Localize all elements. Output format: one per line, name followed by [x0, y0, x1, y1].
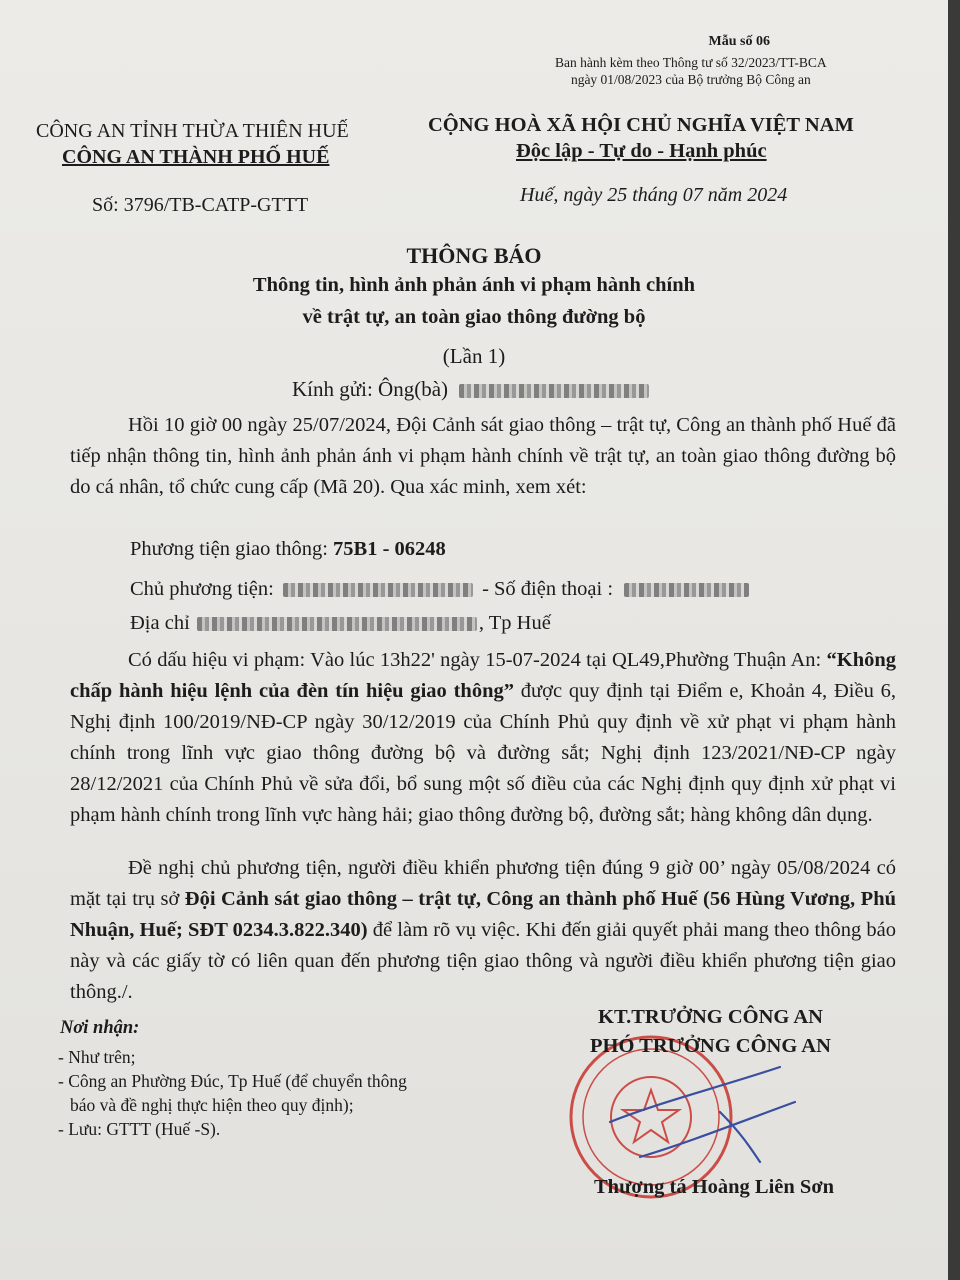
vehicle-row — [130, 538, 446, 561]
recipient-greeting — [292, 377, 649, 402]
recipients-item-2a: - Công an Phường Đúc, Tp Huế (để chuyển thông — [58, 1071, 407, 1091]
violation-description: “Không chấp hành hiệu lệnh của đèn tín hiệu giao thông” — [70, 649, 896, 702]
document-title: THÔNG BÁO — [406, 243, 542, 268]
form-issuance-note — [555, 54, 827, 88]
recipients-item-1: - Như trên; — [58, 1047, 136, 1067]
form-number: Mẫu số 06 — [708, 34, 770, 49]
redacted-address — [197, 617, 477, 631]
national-motto: Độc lập - Tự do - Hạnh phúc — [516, 140, 767, 162]
request-office: Đội Cảnh sát giao thông – trật tự, Công an thành phố Huế (56 Hùng Vương, Phú Nhuận, Huế; SĐT 0234.3.822.340) — [70, 888, 896, 941]
owner-label: Chủ phương tiện: — [130, 578, 274, 600]
vehicle-plate: 75B1 - 06248 — [333, 538, 446, 560]
redacted-phone — [624, 583, 749, 597]
agency-name-text: CÔNG AN THÀNH PHỐ HUẾ — [62, 146, 330, 168]
agency-parent: CÔNG AN TỈNH THỪA THIÊN HUẾ — [36, 120, 349, 142]
violation-legal-basis: được quy định tại Điểm e, Khoản 4, Điều 6, Nghị định 100/2019/NĐ-CP ngày 30/12/2019 của Chính Phủ quy định về xử phạt vi phạm hành chính trong lĩnh vực giao thông đường bộ và đường sắt; Nghị định 123/2021/NĐ-CP ngày 28/12/2021 của Chính Phủ về sửa đổi, bổ sung một số điều của các Nghị định quy định xử phạt vi phạm hành chính trong lĩnh vực hàng hải; giao thông đường bộ, đường sắt; hàng không dân dụng. — [70, 680, 896, 826]
request-intro: Đề nghị chủ phương tiện, người điều khiển phương tiện đúng 9 giờ 00’ ngày 05/08/2024 có mặt tại trụ sở — [70, 857, 896, 910]
signature-title-line2: PHÓ TRƯỞNG CÔNG AN — [590, 1035, 831, 1057]
address-city: , Tp Huế — [478, 612, 551, 634]
document-number — [92, 194, 308, 217]
address-label: Địa chỉ — [130, 612, 190, 634]
form-issuance-line2: ngày 01/08/2023 của Bộ trưởng Bộ Công an — [570, 72, 811, 87]
document-subtitle-line1: Thông tin, hình ảnh phản ánh vi phạm hành chính — [252, 274, 696, 296]
phone-label: - Số điện thoại : — [482, 578, 614, 600]
notice-count: (Lần 1) — [442, 344, 506, 368]
owner-row — [130, 578, 749, 601]
form-issuance-line1: Ban hành kèm theo Thông tư số 32/2023/TT-BCA — [555, 55, 827, 70]
recipient-label: Kính gửi: Ông(bà) — [292, 377, 449, 401]
signer-name: Thượng tá Hoàng Liên Sơn — [594, 1176, 835, 1198]
redacted-name — [459, 384, 649, 398]
request-instructions: để làm rõ vụ việc. Khi đến giải quyết phải mang theo thông báo này và các giấy tờ có liên quan đến phương tiện giao thông và người điều khiển phương tiện giao thông./. — [70, 919, 896, 1003]
vehicle-label: Phương tiện giao thông: — [130, 538, 328, 560]
signature-title-line1: KT.TRƯỞNG CÔNG AN — [598, 1006, 823, 1028]
address-row — [130, 612, 551, 635]
document-number-label: Số: — [92, 194, 119, 216]
paragraph-intro: Hồi 10 giờ 00 ngày 25/07/2024, Đội Cảnh sát giao thông – trật tự, Công an thành phố Huế đã tiếp nhận thông tin, hình ảnh phản ánh vi phạm hành chính về trật tự, an toàn giao thông đường bộ do cá nhân, tổ chức cung cấp (Mã 20). Qua xác minh, xem xét: — [70, 414, 896, 498]
document-subtitle-line2: về trật tự, an toàn giao thông đường bộ — [302, 306, 646, 328]
violation-intro: Có dấu hiệu vi phạm: Vào lúc 13h22' ngày 15-07-2024 tại QL49,Phường Thuận An: — [128, 649, 827, 671]
document-number-value: 3796/TB-CATP-GTTT — [123, 194, 309, 216]
recipients-item-3: - Lưu: GTTT (Huế -S). — [58, 1119, 221, 1139]
redacted-owner — [283, 583, 473, 597]
recipients-item-2b: báo và đề nghị thực hiện theo quy định); — [70, 1095, 354, 1115]
national-title: CỘNG HOÀ XÃ HỘI CHỦ NGHĨA VIỆT NAM — [428, 114, 854, 136]
handwritten-signature-icon — [600, 1062, 800, 1172]
paragraph-violation — [70, 645, 896, 831]
document-date: Huế, ngày 25 tháng 07 năm 2024 — [520, 184, 788, 206]
recipients-label: Nơi nhận: — [60, 1018, 140, 1038]
agency-name — [62, 146, 329, 169]
paragraph-request — [70, 853, 896, 1008]
